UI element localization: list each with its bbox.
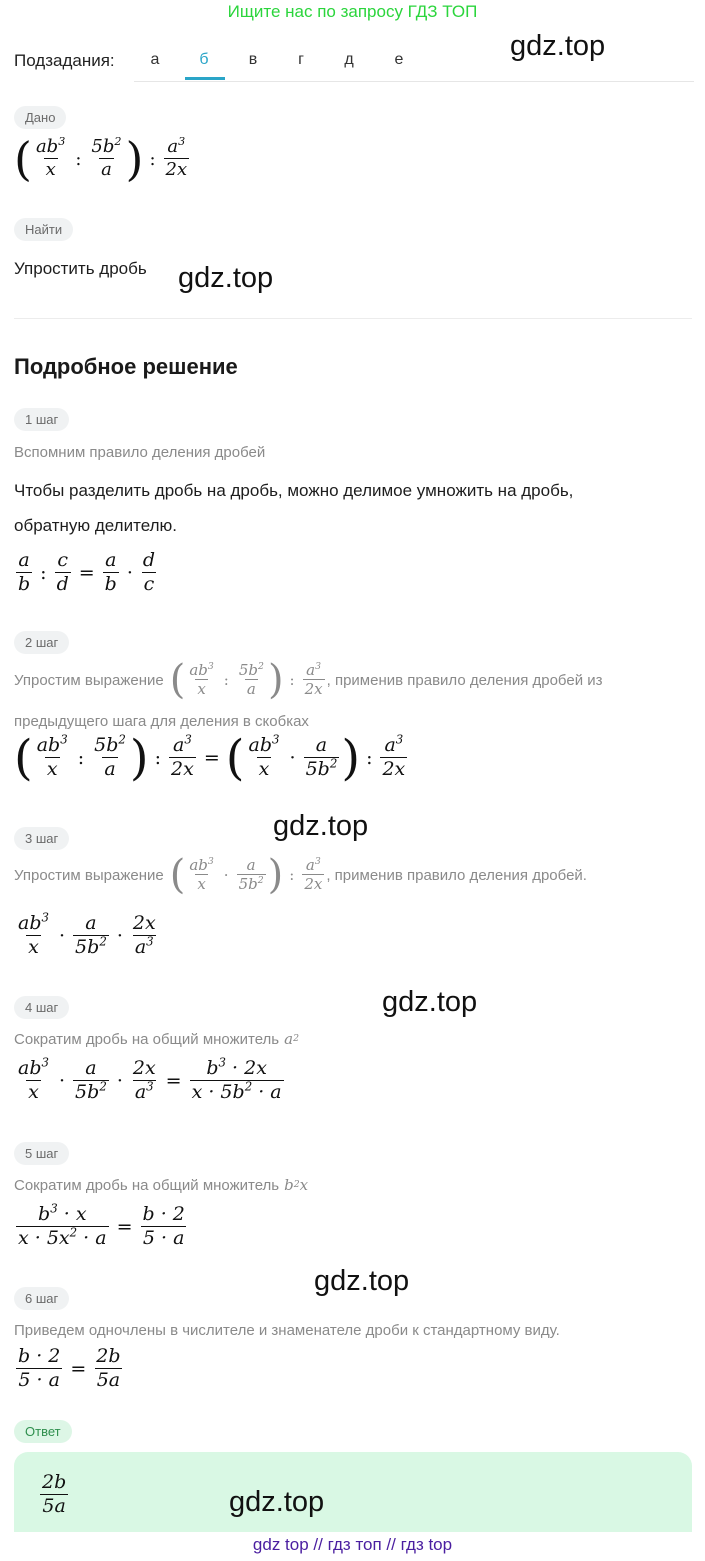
step-5-formula: $\frac{b^3 \cdot x}{x \cdot 5x^2 \cdot a}$ = $\frac{b \cdot 2}{5 \cdot a}$ <box>18 1201 185 1249</box>
watermark: gdz.top <box>229 1486 325 1518</box>
step-6-label: 6 шаг <box>14 1287 69 1310</box>
step-3-formula: $\frac{ab^3}{x}$ · $\frac{a}{5b^2}$ · $\frac{2x}{a^3}$ <box>18 910 156 958</box>
step-3-inline-expression: ( $\frac{ab^3}{x}$ · $\frac{a}{5b^2}$ ) : $\frac{a^3}{2x}$ <box>169 852 323 898</box>
step-3-post: , применив правило деления дробей. <box>326 866 587 884</box>
step-3-title <box>14 852 587 898</box>
step-2-title-line2: предыдущего шага для деления в скобках <box>14 713 309 730</box>
divider <box>14 318 692 319</box>
step-2-label: 2 шаг <box>14 631 69 654</box>
step-5-title-text: Сократим дробь на общий множитель <box>14 1177 280 1194</box>
given-label: Дано <box>14 106 66 129</box>
step-1-text: Чтобы разделить дробь на дробь, можно делимое умножить на дробь, <box>14 481 574 500</box>
step-5-factor: b 2 x <box>284 1176 309 1194</box>
step-6-title: Приведем одночлены в числителе и знаменателе дроби к стандартному виду. <box>14 1322 560 1339</box>
step-3-label: 3 шаг <box>14 827 69 850</box>
tab-v[interactable]: в <box>248 51 258 68</box>
step-4-factor: a 2 <box>284 1030 299 1048</box>
find-text: Упростить дробь <box>14 259 147 278</box>
footer-links[interactable]: gdz top // гдз топ // гдз top <box>252 1535 453 1554</box>
watermark: gdz.top <box>314 1265 410 1297</box>
step-5-label: 5 шаг <box>14 1142 69 1165</box>
answer-box <box>14 1452 692 1532</box>
tab-b[interactable]: б <box>199 51 209 68</box>
tab-a[interactable]: а <box>150 51 160 68</box>
step-5-title <box>14 1176 308 1194</box>
tab-e[interactable]: е <box>394 51 404 68</box>
tab-g[interactable]: г <box>298 51 304 68</box>
step-4-formula: $\frac{ab^3}{x}$ · $\frac{a}{5b^2}$ · $\frac{2x}{a^3}$ = $\frac{b^3 \cdot 2x}{x \cdot 5b^2 \cdot a}$ <box>18 1055 282 1103</box>
solution-heading: Подробное решение <box>14 354 238 379</box>
step-1-text-2: обратную делителю. <box>14 516 177 535</box>
step-2-title <box>14 657 603 703</box>
given-expression: ( $\frac{ab^3}{x}$ : $\frac{5b^2}{a}$ ) : $\frac{a^3}{2x}$ <box>14 132 188 186</box>
step-2-inline-expression: ( $\frac{ab^3}{x}$ : $\frac{5b^2}{a}$ ) : $\frac{a^3}{2x}$ <box>169 657 323 703</box>
step-1-label: 1 шаг <box>14 408 69 431</box>
step-1-title: Вспомним правило деления дробей <box>14 444 266 461</box>
find-label: Найти <box>14 218 73 241</box>
watermark: gdz.top <box>273 810 369 842</box>
watermark: gdz.top <box>382 986 478 1018</box>
step-4-title-text: Сократим дробь на общий множитель <box>14 1031 280 1048</box>
watermark: gdz.top <box>510 30 606 62</box>
step-2-pre: Упростим выражение <box>14 671 164 689</box>
step-2-post: , применив правило деления дробей из <box>326 671 603 689</box>
step-2-formula: ( $\frac{ab^3}{x}$ : $\frac{5b^2}{a}$ ) : $\frac{a^3}{2x}$ = ( $\frac{ab^3}{x}$ · $\frac{a}{5b^2}$ ) : $\frac{a^3}{2x}$ <box>14 730 406 786</box>
subtasks-label: Подзадания: <box>14 51 115 70</box>
step-3-pre: Упростим выражение <box>14 866 164 884</box>
answer-label: Ответ <box>14 1420 72 1443</box>
step-6-formula: $\frac{b \cdot 2}{5 \cdot a}$ = $\frac{2b}{5a}$ <box>18 1345 121 1391</box>
answer-formula: $\frac{2b}{5a}$ <box>42 1471 67 1517</box>
step-4-label: 4 шаг <box>14 996 69 1019</box>
promo-banner: Ищите нас по запросу ГДЗ ТОП <box>227 2 478 21</box>
active-tab-indicator <box>185 77 225 80</box>
step-4-title <box>14 1030 299 1048</box>
watermark: gdz.top <box>178 262 274 294</box>
tab-d[interactable]: д <box>344 51 354 68</box>
step-1-formula: $\frac{a}{b}$ : $\frac{c}{d}$ = $\frac{a}{b}$ · $\frac{d}{c}$ <box>18 549 156 595</box>
